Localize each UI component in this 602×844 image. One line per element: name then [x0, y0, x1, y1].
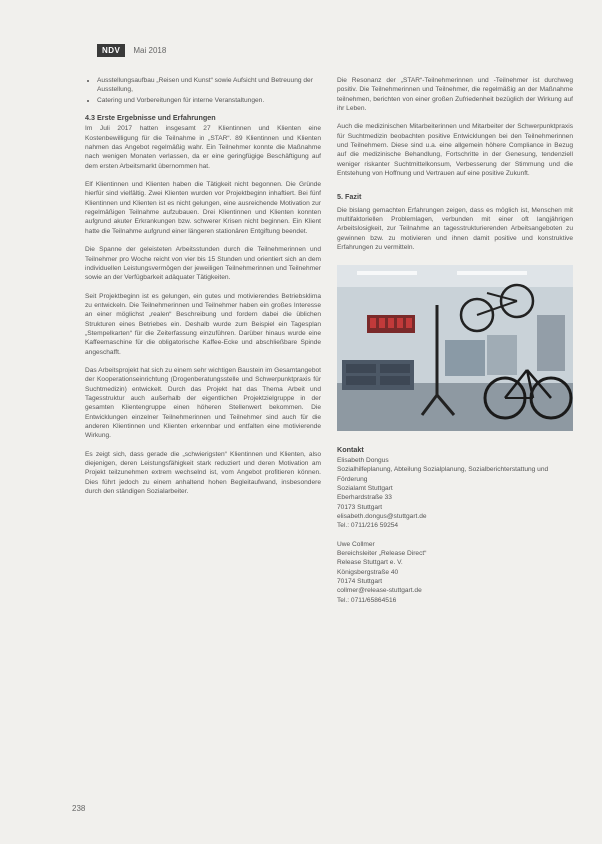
bicycle-workshop-image: [337, 265, 573, 431]
workshop-photo: [337, 265, 573, 431]
paragraph: Die bislang gemachten Erfahrungen zeigen, dass es möglich ist, Menschen mit multifaktoriellen Problemlagen, verbunden mit einer oft langjährigen Arbeitslosigkeit, zur Teilnahme an tagesstrukturierenden Arbeitsangeboten zu gewinnen bzw. zu motivieren und ihnen damit positive und konstruktive Erfahrungen zu vermitteln.: [337, 206, 573, 252]
contact-line: Sozialamt Stuttgart: [337, 484, 393, 492]
page-header: [97, 44, 166, 56]
contact-block-dongus: [337, 456, 573, 531]
contact-block-collmer: [337, 540, 573, 605]
contact-email[interactable]: elisabeth.dongus@stuttgart.de: [337, 512, 427, 520]
paragraph: Seit Projektbeginn ist es gelungen, ein gutes und motivierendes Betriebsklima zu entwickeln. Die Teilnehmerinnen und Teilnehmer haben ein großes Interesse an einer möglichst „realen“ Beschreibung und fordern dabei die üblichen Strukturen eines Betriebes ein. Deshalb wurde zum Beispiel ein Tagesplan „Stempelkarten“ für die Zeiterfassung einzuführen. Darüber hinaus wurde eine Kaffeemaschine für die obligatorische Kaffee-Ecke und abschließbare Spinde angeschafft.: [85, 292, 321, 356]
contact-name: Uwe Collmer: [337, 540, 375, 548]
contact-line: Eberhardstraße 33: [337, 494, 392, 502]
page-number: 238: [72, 804, 86, 813]
bullet-list: [85, 76, 321, 105]
paragraph: Das Arbeitsprojekt hat sich zu einem sehr wichtigen Baustein im Gesamtangebot der Kooperationseinrichtung (Drogenberatungsstelle und Schwerpunktpraxis für Suchtmedizin) entwickelt. Durch das Projekt hat das Thema Arbeit und Tagesstruktur auch außerhalb der eigentlichen Projektzielgruppe in der gesamten Klientengruppe einen höheren Stellenwert bekommen. Die Entwicklungen einzelner Teilnehmerinnen und Teilnehmer sind auch für die anderen Klientinnen und Klienten erkennbar und entfalten eine motivierende Wirkung.: [85, 366, 321, 440]
contact-line: Sozialhilfeplanung, Abteilung Sozialplanung, Sozialberichterstattung und Förderung: [337, 466, 549, 483]
contact-name: Elisabeth Dongus: [337, 456, 389, 464]
left-column: [85, 76, 321, 505]
bullet-item: • Ausstellungsaufbau „Reisen und Kunst“ sowie Aufsicht und Betreuung der Ausstellung,: [97, 76, 321, 95]
section-heading-fazit: 5. Fazit: [337, 192, 362, 202]
bullet-item: • Catering und Vorbereitungen für interne Veranstaltungen.: [97, 96, 321, 105]
paragraph: Auch die medizinischen Mitarbeiterinnen und Mitarbeiter der Schwerpunktpraxis für Suchtmedizin beobachten positive Entwicklungen bei den Teilnehmerinnen und Teilnehmern. Diese sind u.a. eine allgemein höhere Compliance in Bezug auf die medizinische Behandlung, Fortschritte in der Genesung, tendenziell weniger riskanter Suchtmittelkonsum, Verbesserung der Stimmung und die Entstehung von Hoffnung und Vertrauen auf eine positive Zukunft.: [337, 123, 573, 178]
contact-phone: Tel.: 0711/65864516: [337, 596, 397, 604]
publication-badge: NDV: [97, 44, 125, 57]
contact-email[interactable]: collmer@release-stuttgart.de: [337, 587, 422, 595]
paragraph: Im Juli 2017 hatten insgesamt 27 Klientinnen und Klienten eine Kostenbewilligung für die Teilnahme in „STAR“. 89 Klientinnen und Klienten nahmen das Angebot regelmäßig wahr. Ein Teilnehmer konnte die Maßnahme nach wenigen Monaten verlassen, da er eine geringfügige Beschäftigung auf dem ersten Arbeitsmarkt übernommen hat.: [85, 125, 321, 170]
contact-line: 70174 Stuttgart: [337, 577, 383, 585]
contact-line: Bereichsleiter „Release Direct“: [337, 549, 427, 557]
paragraph: Es zeigt sich, dass gerade die „schwierigsten“ Klientinnen und Klienten, also diejenigen, deren Leistungsfähigkeit stark reduziert und deren Motivation am Projekt teilzunehmen extrem wechselnd ist, vom Angebot profitieren können. Dies führt jedoch zu einem anhaltend hohen Begleitaufwand, insbesondere durch den ständigen Sozialarbeiter.: [85, 450, 321, 496]
section-heading-4-3: 4.3 Erste Ergebnisse und Erfahrungen: [85, 113, 216, 123]
contact-phone: Tel.: 0711/216 59254: [337, 522, 399, 530]
issue-date: Mai 2018: [133, 45, 167, 55]
contact-line: 70173 Stuttgart: [337, 503, 383, 511]
right-column: [337, 76, 573, 614]
contact-line: Königsbergstraße 40: [337, 568, 399, 576]
contact-line: Release Stuttgart e. V.: [337, 559, 403, 567]
paragraph: Elf Klientinnen und Klienten haben die Tätigkeit nicht begonnen. Die Gründe hierfür sind vielfältig. Zwei Klienten wurden vor Projektbeginn inhaftiert. Bei fünf Klientinnen und Klienten ist es nicht gelungen, eine ausreichende Motivation zur regelmäßigen Teilnahme aufzubauen. Drei Klientinnen und Klienten konnten aufgrund akuter Erkrankungen bzw. schwerer Krisen nicht beginnen. Ein Klient hatte die Teilnahme aufgrund einer längeren stationären Entgiftung beendet.: [85, 181, 321, 235]
paragraph: Die Spanne der geleisteten Arbeitsstunden durch die Teilnehmerinnen und Teilnehmer pro Woche reicht von vier bis 15 Stunden und orientiert sich an dem individuellen Leistungsvermögen der jeweiligen Teilnehmerinnen und Teilnehmer sowie an der Verfügbarkeit adäquater Tätigkeiten.: [85, 246, 321, 282]
contact-heading: Kontakt: [337, 444, 364, 454]
paragraph: Die Resonanz der „STAR“-Teilnehmerinnen und -Teilnehmer ist durchweg positiv. Die Teilnehmerinnen und Teilnehmer, die regelmäßig an der Maßnahme teilnehmen, berichten von einer großen Zufriedenheit bezüglich der Wirkung auf ihr Leben.: [337, 77, 573, 113]
